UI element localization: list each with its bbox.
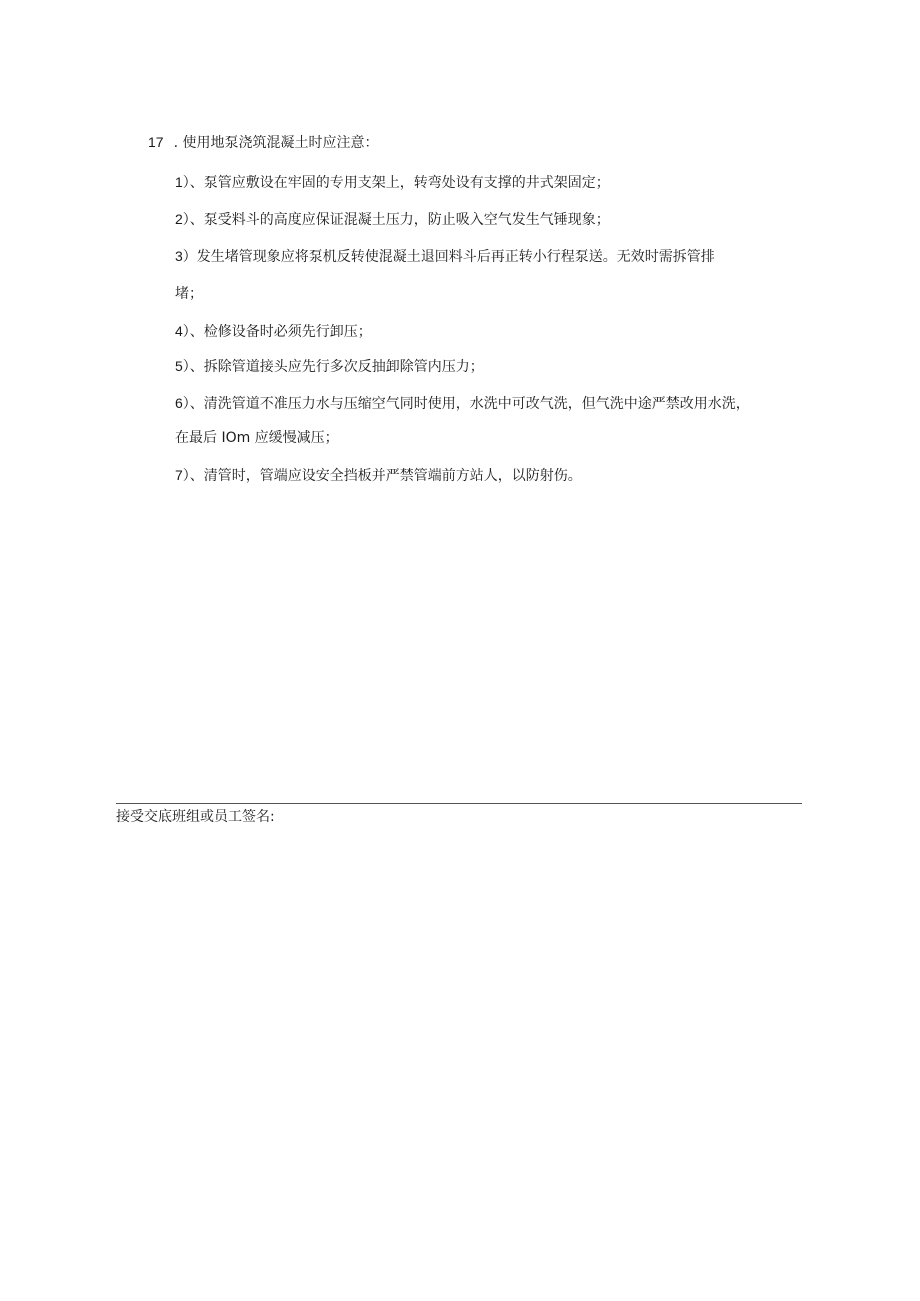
list-item	[175, 209, 610, 230]
item-text: ）、拆除管道接头应先行多次反抽卸除管内压力；	[182, 359, 484, 375]
item-text: ）、清管时，管端应设安全挡板并严禁管端前方站人，以防射伤。	[182, 468, 582, 484]
item-text: ）发生堵管现象应将泵机反转使混凝土退回料斗后再正转小行程泵送。无效时需拆管排	[182, 249, 715, 265]
item-number: 4	[175, 323, 183, 339]
list-item	[175, 356, 484, 377]
item-text: ）、泵受料斗的高度应保证混凝土压力，防止吸入空气发生气锤现象；	[182, 212, 610, 228]
list-item	[175, 321, 372, 342]
list-item	[175, 465, 582, 486]
item-number: 1	[175, 174, 183, 190]
section-heading	[148, 132, 378, 153]
item-number: 5	[175, 358, 183, 374]
list-item	[175, 246, 715, 267]
list-item	[175, 172, 610, 193]
section-number: 17	[148, 134, 164, 150]
item-number: 2	[175, 211, 183, 227]
item-number: 7	[175, 467, 183, 483]
item-number: 3	[175, 248, 183, 264]
item-continuation: 在最后 IOm 应缓慢减压；	[175, 430, 339, 446]
item-text: ）、泵管应敷设在牢固的专用支架上，转弯处设有支撑的井式架固定；	[182, 175, 610, 191]
item-number: 6	[175, 395, 183, 411]
signature-label: 接受交底班组或员工签名:	[116, 809, 275, 825]
list-item	[175, 393, 750, 414]
item-continuation: 堵；	[175, 286, 203, 302]
signature-divider	[116, 803, 802, 804]
section-title: . 使用地泵浇筑混凝土时应注意：	[173, 135, 379, 151]
item-text: ）、检修设备时必须先行卸压；	[182, 324, 372, 340]
item-text: ）、清洗管道不准压力水与压缩空气同时使用，水洗中可改气洗，但气洗中途严禁改用水洗，	[182, 396, 750, 412]
